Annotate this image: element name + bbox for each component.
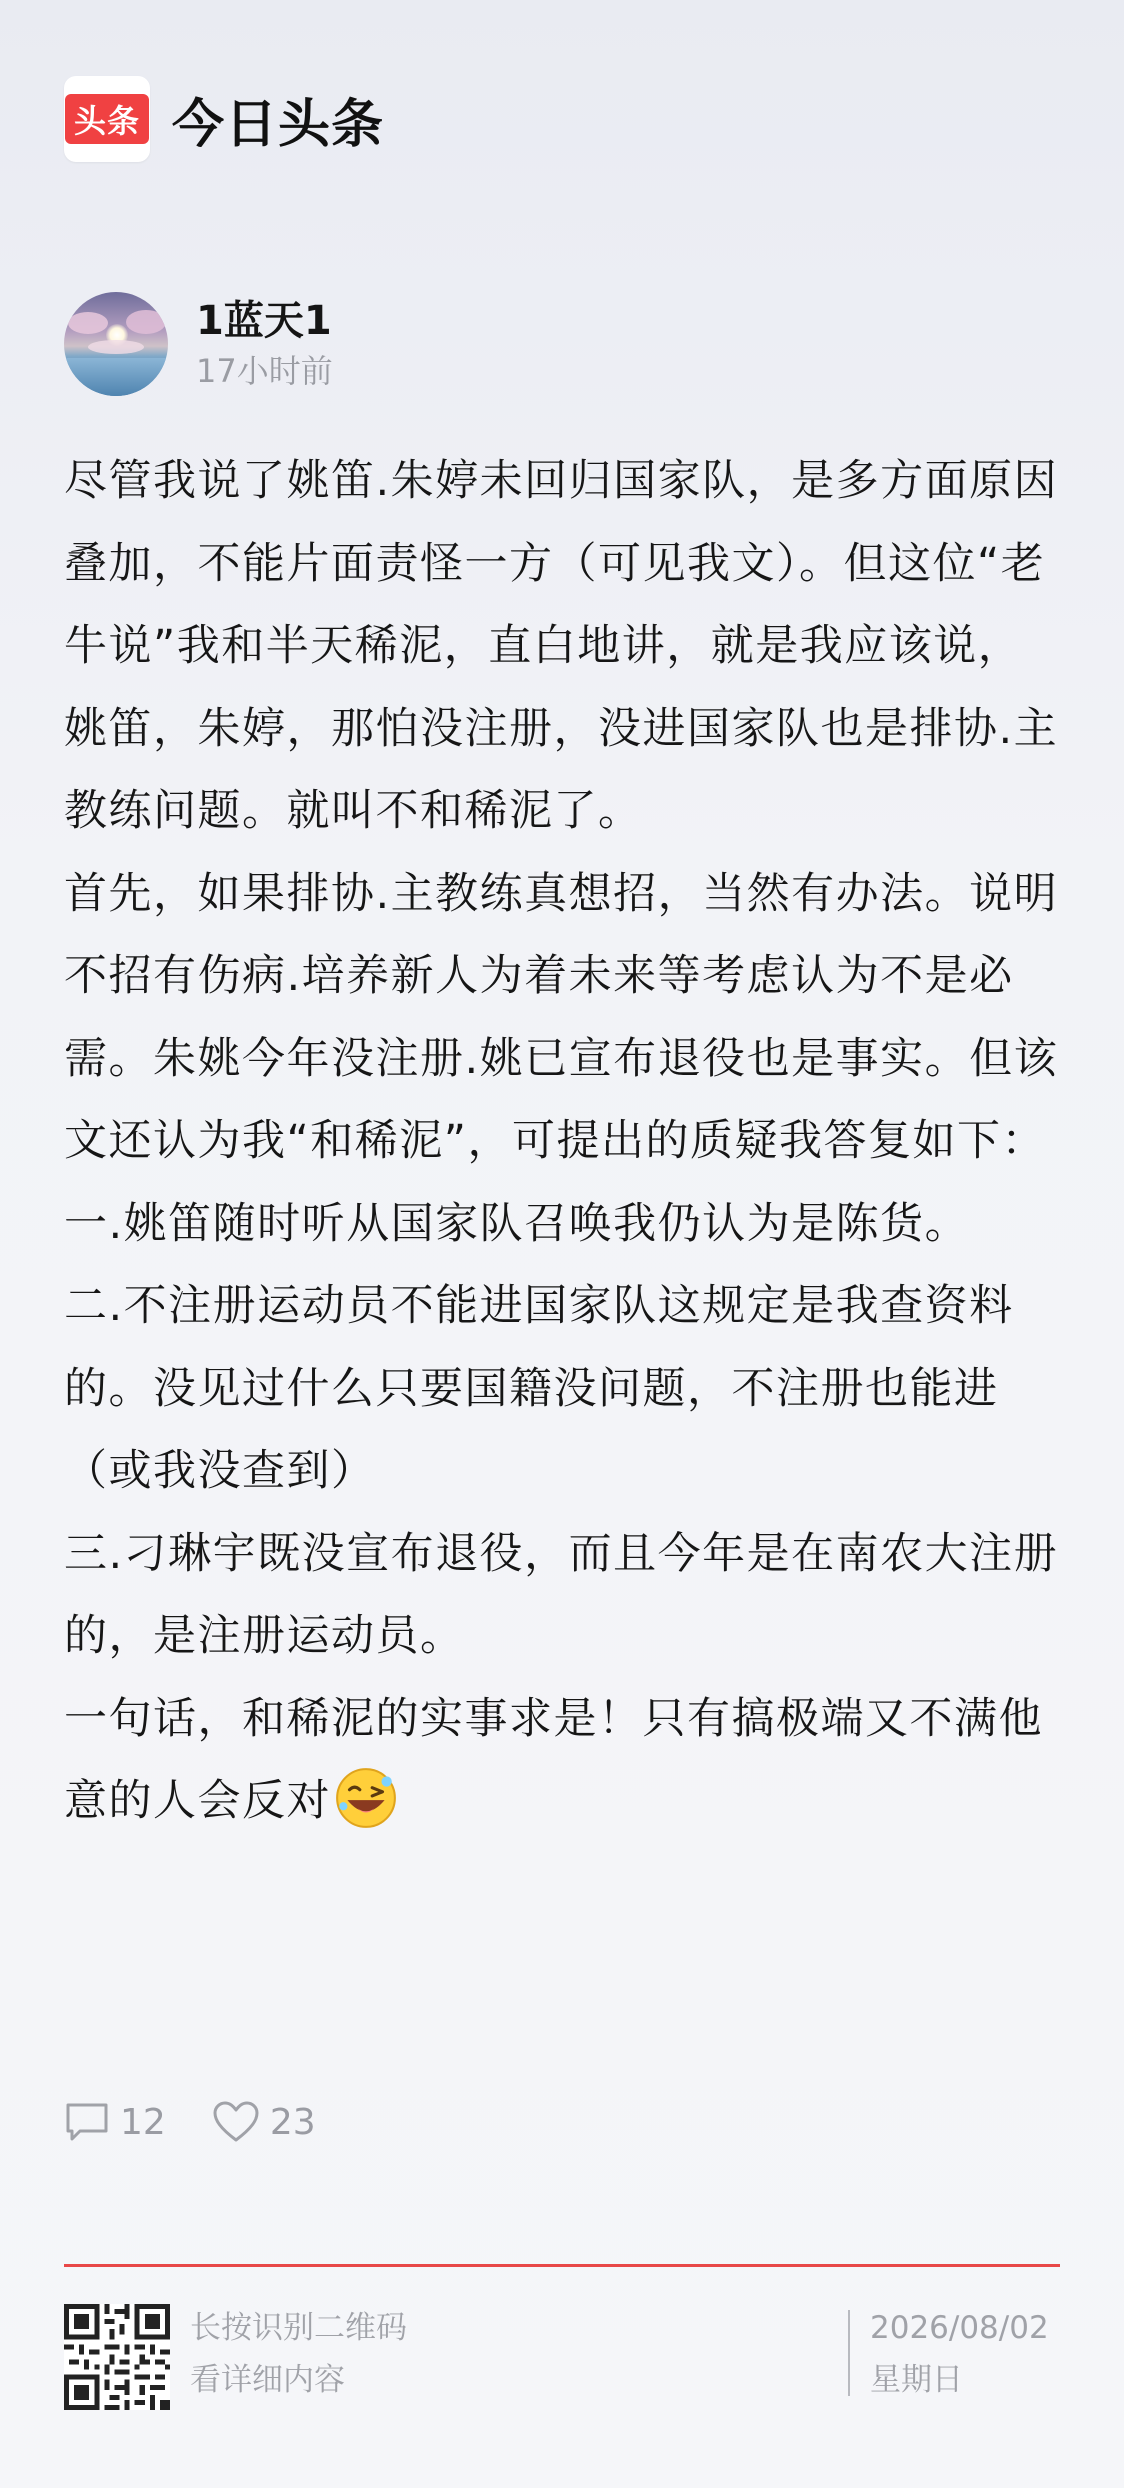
share-footer — [64, 2302, 1060, 2412]
paragraph-3: 一.姚笛随时听从国家队召唤我仍认为是陈货。 — [64, 1198, 970, 1249]
app-logo — [64, 76, 150, 162]
like-count: 23 — [269, 2101, 316, 2143]
post-content — [64, 440, 1060, 1843]
grinning-wink-emoji — [333, 1765, 399, 1831]
comment-button[interactable] — [64, 2101, 166, 2143]
post-time: 17小时前 — [196, 352, 333, 390]
comment-count: 12 — [120, 2101, 166, 2143]
qr-hint-line1: 长按识别二维码 — [190, 2310, 407, 2346]
paragraph-6-text: 一句话，和稀泥的实事求是！只有搞极端又不满他意的人会反对 — [64, 1693, 1043, 1826]
heart-icon — [212, 2100, 260, 2144]
paragraph-6 — [64, 1678, 1060, 1843]
author-block[interactable] — [64, 292, 333, 396]
footer-separator — [848, 2310, 850, 2396]
like-button[interactable] — [212, 2100, 316, 2144]
paragraph-5: 三.刁琳宇既没宣布退役，而且今年是在南农大注册的，是注册运动员。 — [64, 1528, 1059, 1661]
date-text: 2026/08/02 — [870, 2310, 1049, 2346]
footer-divider — [64, 2264, 1060, 2267]
author-name[interactable]: 1蓝天1 — [196, 298, 332, 344]
app-header — [64, 76, 384, 162]
weekday-text: 星期日 — [870, 2362, 963, 2398]
qr-hint — [190, 2302, 407, 2406]
comment-icon — [64, 2101, 110, 2143]
qr-hint-line2: 看详细内容 — [190, 2362, 345, 2398]
footer-date-block — [870, 2302, 1049, 2406]
post-stats — [64, 2100, 362, 2144]
avatar[interactable] — [64, 292, 168, 396]
logo-badge: 头条 — [65, 94, 149, 144]
paragraph-2: 首先，如果排协.主教练真想招，当然有办法。说明不招有伤病.培养新人为着未来等考虑认为不是必需。朱姚今年没注册.姚已宣布退役也是事实。但该文还认为我“和稀泥”，可提出的质疑我答复如下： — [64, 868, 1059, 1166]
paragraph-4: 二.不注册运动员不能进国家队这规定是我查资料的。没见过什么只要国籍没问题，不注册也能进（或我没查到） — [64, 1281, 1014, 1496]
app-name: 今日头条 — [172, 94, 385, 155]
author-info — [196, 295, 333, 393]
qr-code[interactable] — [64, 2304, 170, 2410]
paragraph-1: 尽管我说了姚笛.朱婷未回归国家队，是多方面原因叠加，不能片面责怪一方（可见我文）。但这位“老牛说”我和半天稀泥，直白地讲，就是我应该说，姚笛，朱婷，那怕没注册，没进国家队也是排协.主教练问题。就叫不和稀泥了。 — [64, 456, 1059, 836]
